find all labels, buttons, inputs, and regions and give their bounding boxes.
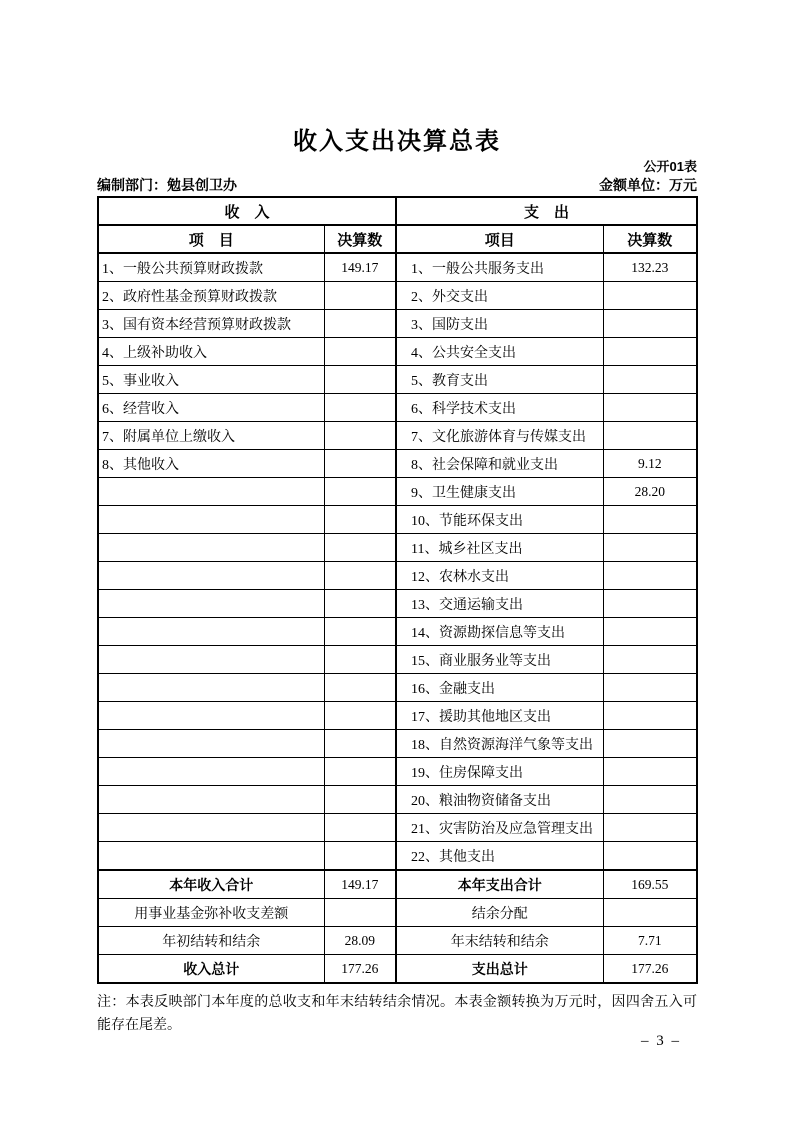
income-value-cell: 177.26 <box>324 955 396 984</box>
expense-item-cell: 7、文化旅游体育与传媒支出 <box>396 422 603 450</box>
income-value-cell <box>324 422 396 450</box>
income-item-cell: 3、国有资本经营预算财政拨款 <box>98 310 324 338</box>
expense-item-cell: 15、商业服务业等支出 <box>396 646 603 674</box>
expense-item-cell: 年末结转和结余 <box>396 927 603 955</box>
income-value-cell <box>324 618 396 646</box>
table-row <box>98 646 697 674</box>
table-row <box>98 618 697 646</box>
income-item-cell: 用事业基金弥补收支差额 <box>98 899 324 927</box>
income-item-cell <box>98 534 324 562</box>
income-item-cell: 本年收入合计 <box>98 870 324 899</box>
income-value-cell <box>324 590 396 618</box>
table-row <box>98 534 697 562</box>
page-number: – 3 – <box>641 1033 681 1049</box>
preparing-department-label: 编制部门：勉县创卫办 <box>97 177 237 193</box>
income-value-cell <box>324 450 396 478</box>
income-item-cell <box>98 590 324 618</box>
income-item-cell: 7、附属单位上缴收入 <box>98 422 324 450</box>
table-row <box>98 506 697 534</box>
table-row <box>98 702 697 730</box>
table-body <box>98 253 697 983</box>
expense-value-cell <box>603 338 697 366</box>
income-item-cell: 年初结转和结余 <box>98 927 324 955</box>
income-group-header: 收 入 <box>98 197 396 225</box>
expense-item-cell: 4、公共安全支出 <box>396 338 603 366</box>
expense-item-cell: 20、粮油物资储备支出 <box>396 786 603 814</box>
expense-value-cell <box>603 730 697 758</box>
income-item-cell: 2、政府性基金预算财政拨款 <box>98 282 324 310</box>
expense-item-column-header: 项目 <box>396 225 603 253</box>
income-item-cell <box>98 814 324 842</box>
expense-value-cell <box>603 618 697 646</box>
page-content <box>97 0 697 1051</box>
expense-item-cell: 9、卫生健康支出 <box>396 478 603 506</box>
table-footnote: 注：本表反映部门本年度的总收支和年末结转结余情况。本表金额转换为万元时，因四舍五入可能存在尾差。 <box>97 995 697 1033</box>
income-item-cell <box>98 562 324 590</box>
expense-item-cell: 支出总计 <box>396 955 603 984</box>
expense-value-cell <box>603 562 697 590</box>
income-value-cell <box>324 282 396 310</box>
expense-item-cell: 5、教育支出 <box>396 366 603 394</box>
expense-value-cell: 132.23 <box>603 253 697 282</box>
expense-value-cell: 177.26 <box>603 955 697 984</box>
income-value-cell <box>324 899 396 927</box>
table-row <box>98 394 697 422</box>
income-item-cell <box>98 618 324 646</box>
income-item-cell: 6、经营收入 <box>98 394 324 422</box>
table-row <box>98 310 697 338</box>
income-value-cell <box>324 534 396 562</box>
expense-item-cell: 8、社会保障和就业支出 <box>396 450 603 478</box>
income-value-cell <box>324 394 396 422</box>
income-item-cell <box>98 506 324 534</box>
income-value-cell <box>324 814 396 842</box>
expense-value-cell <box>603 758 697 786</box>
table-row <box>98 562 697 590</box>
income-value-column-header: 决算数 <box>324 225 396 253</box>
income-item-cell: 4、上级补助收入 <box>98 338 324 366</box>
table-row <box>98 674 697 702</box>
expense-item-cell: 13、交通运输支出 <box>396 590 603 618</box>
table-row <box>98 590 697 618</box>
income-item-cell: 1、一般公共预算财政拨款 <box>98 253 324 282</box>
amount-unit-label: 金额单位：万元 <box>599 177 697 193</box>
income-item-cell <box>98 786 324 814</box>
public-table-label: 公开01表 <box>643 159 697 174</box>
table-header <box>98 197 697 253</box>
income-value-cell <box>324 338 396 366</box>
expense-value-cell <box>603 394 697 422</box>
table-row <box>98 366 697 394</box>
income-value-cell <box>324 842 396 871</box>
expense-value-cell <box>603 366 697 394</box>
income-item-cell: 5、事业收入 <box>98 366 324 394</box>
income-value-cell <box>324 366 396 394</box>
income-value-cell <box>324 310 396 338</box>
table-row <box>98 786 697 814</box>
income-item-column-header: 项 目 <box>98 225 324 253</box>
income-item-cell <box>98 842 324 871</box>
expense-value-cell <box>603 702 697 730</box>
page-title: 收入支出决算总表 <box>293 128 501 155</box>
expense-item-cell: 19、住房保障支出 <box>396 758 603 786</box>
expense-value-cell <box>603 422 697 450</box>
expense-value-cell <box>603 814 697 842</box>
expense-value-cell: 28.20 <box>603 478 697 506</box>
expense-item-cell: 11、城乡社区支出 <box>396 534 603 562</box>
expense-group-header: 支 出 <box>396 197 697 225</box>
table-row <box>98 450 697 478</box>
table-meta-row <box>97 176 697 194</box>
income-item-cell <box>98 646 324 674</box>
table-row <box>98 870 697 899</box>
income-item-cell: 收入总计 <box>98 955 324 984</box>
budget-final-accounts-table <box>97 196 698 984</box>
expense-item-cell: 21、灾害防治及应急管理支出 <box>396 814 603 842</box>
expense-value-cell <box>603 786 697 814</box>
income-value-cell: 28.09 <box>324 927 396 955</box>
table-row <box>98 758 697 786</box>
table-row <box>98 338 697 366</box>
income-value-cell <box>324 702 396 730</box>
income-value-cell: 149.17 <box>324 253 396 282</box>
table-row <box>98 842 697 871</box>
expense-value-cell <box>603 506 697 534</box>
expense-value-cell <box>603 674 697 702</box>
income-value-cell: 149.17 <box>324 870 396 899</box>
expense-item-cell: 结余分配 <box>396 899 603 927</box>
income-item-cell <box>98 758 324 786</box>
income-item-cell: 8、其他收入 <box>98 450 324 478</box>
income-value-cell <box>324 786 396 814</box>
table-row <box>98 422 697 450</box>
income-value-cell <box>324 562 396 590</box>
expense-item-cell: 17、援助其他地区支出 <box>396 702 603 730</box>
expense-item-cell: 3、国防支出 <box>396 310 603 338</box>
expense-value-cell <box>603 534 697 562</box>
expense-item-cell: 1、一般公共服务支出 <box>396 253 603 282</box>
table-row <box>98 478 697 506</box>
expense-value-column-header: 决算数 <box>603 225 697 253</box>
expense-value-cell <box>603 282 697 310</box>
income-value-cell <box>324 478 396 506</box>
expense-value-cell <box>603 899 697 927</box>
expense-item-cell: 22、其他支出 <box>396 842 603 871</box>
income-item-cell <box>98 702 324 730</box>
expense-item-cell: 14、资源勘探信息等支出 <box>396 618 603 646</box>
expense-item-cell: 10、节能环保支出 <box>396 506 603 534</box>
income-value-cell <box>324 730 396 758</box>
expense-value-cell <box>603 590 697 618</box>
expense-value-cell: 169.55 <box>603 870 697 899</box>
income-item-cell <box>98 674 324 702</box>
income-item-cell <box>98 730 324 758</box>
column-header-row <box>98 225 697 253</box>
expense-value-cell <box>603 310 697 338</box>
table-row <box>98 927 697 955</box>
table-row <box>98 253 697 282</box>
expense-value-cell <box>603 646 697 674</box>
income-value-cell <box>324 506 396 534</box>
income-value-cell <box>324 758 396 786</box>
table-row <box>98 899 697 927</box>
table-row <box>98 955 697 984</box>
income-value-cell <box>324 646 396 674</box>
expense-value-cell: 7.71 <box>603 927 697 955</box>
table-row <box>98 730 697 758</box>
expense-value-cell <box>603 842 697 871</box>
expense-item-cell: 6、科学技术支出 <box>396 394 603 422</box>
expense-item-cell: 16、金融支出 <box>396 674 603 702</box>
expense-item-cell: 本年支出合计 <box>396 870 603 899</box>
expense-item-cell: 12、农林水支出 <box>396 562 603 590</box>
group-header-row <box>98 197 697 225</box>
table-row <box>98 814 697 842</box>
expense-value-cell: 9.12 <box>603 450 697 478</box>
income-value-cell <box>324 674 396 702</box>
expense-item-cell: 18、自然资源海洋气象等支出 <box>396 730 603 758</box>
expense-item-cell: 2、外交支出 <box>396 282 603 310</box>
income-item-cell <box>98 478 324 506</box>
table-row <box>98 282 697 310</box>
